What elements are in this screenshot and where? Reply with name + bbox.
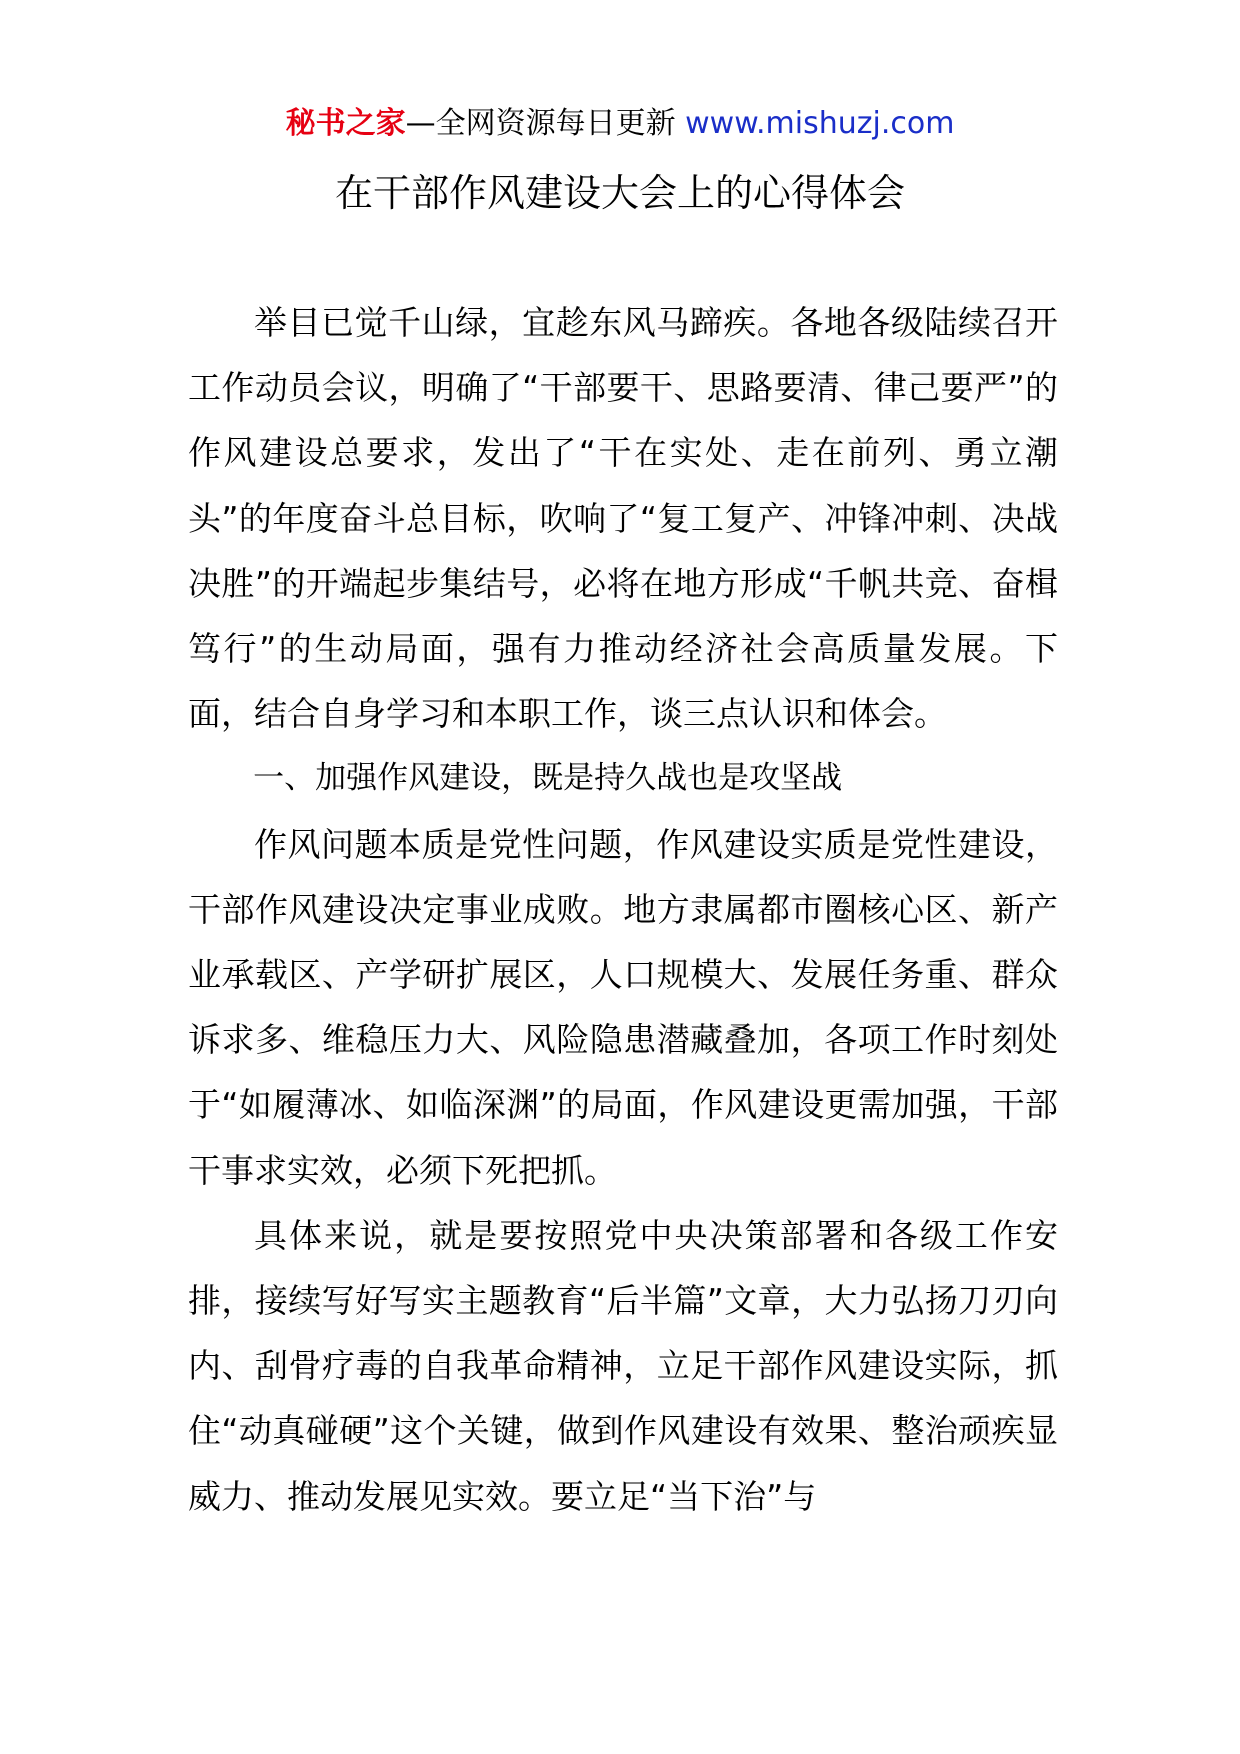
document-body — [188, 290, 1058, 1529]
document-title: 在干部作风建设大会上的心得体会 — [334, 171, 905, 215]
section-heading-1: 一、加强作风建设，既是持久战也是攻坚战 — [253, 760, 843, 797]
site-url-link[interactable]: www.mishuzj.com — [685, 106, 955, 141]
site-header — [0, 102, 1240, 146]
paragraph-section-1: 作风问题本质是党性问题，作风建设实质是党性建设，干部作风建设决定事业成败。地方隶属都市圈核心区、新产业承载区、产学研扩展区，人口规模大、发展任务重、群众诉求多、维稳压力大、风险隐患潜藏叠加，各项工作时刻处于“如履薄冰、如临深渊”的局面，作风建设更需加强，干部干事求实效，必须下死把抓。 — [188, 824, 1058, 1190]
site-name: 秘书之家 — [285, 106, 406, 141]
site-slogan: —全网资源每日更新 — [405, 106, 686, 141]
paragraph-intro: 举目已觉千山绿，宜趁东风马蹄疾。各地各级陆续召开工作动员会议，明确了“干部要干、思路要清、律己要严”的作风建设总要求，发出了“干在实处、走在前列、勇立潮头”的年度奋斗总目标，吹响了“复工复产、冲锋冲刺、决战决胜”的开端起步集结号，必将在地方形成“千帆共竞、奋楫笃行”的生动局面，强有力推动经济社会高质量发展。下面，结合自身学习和本职工作，谈三点认识和体会。 — [188, 303, 1058, 734]
paragraph-section-1-detail: 具体来说，就是要按照党中央决策部署和各级工作安排，接续写好写实主题教育“后半篇”文章，大力弘扬刀刃向内、刮骨疗毒的自我革命精神，立足干部作风建设实际，抓住“动真碰硬”这个关键，做到作风建设有效果、整治顽疾显威力、推动发展见实效。要立足“当下治”与 — [188, 1215, 1058, 1516]
